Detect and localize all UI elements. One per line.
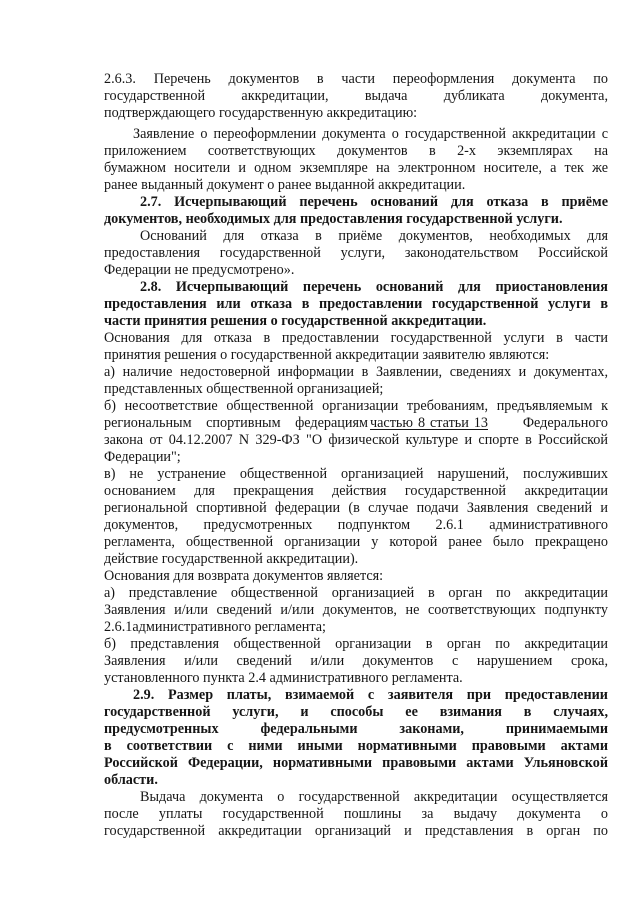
text-line: Оснований для отказа в приёме документов, необходимых для (140, 228, 608, 244)
section-heading: области. (104, 772, 158, 788)
section-heading: 2.7. Исчерпывающий перечень оснований для отказа в приёме (140, 194, 608, 210)
text-fragment: региональным спортивным федерациям (104, 415, 368, 431)
text-line: б) представления общественной организации в орган по аккредитации (104, 636, 608, 652)
text-line: государственной аккредитации, выдача дубликата документа, (104, 88, 608, 104)
text-line: ранее выданный документ о ранее выданной аккредитации. (104, 177, 466, 193)
text-line: 2.6.1административного регламента; (104, 619, 326, 635)
text-line: а) представление общественной организацией в орган по аккредитации (104, 585, 608, 601)
text-line: 2.6.3. Перечень документов в части переоформления документа по (104, 71, 608, 87)
section-heading: 2.9. Размер платы, взимаемой с заявителя при предоставлении (133, 687, 608, 703)
section-heading: Российской Федерации, нормативными правовыми актами Ульяновской (104, 755, 608, 771)
text-line: Основания для отказа в предоставлении государственной услуги в части (104, 330, 608, 346)
section-heading: государственной услуги, и способы ее взимания в случаях, (104, 704, 608, 720)
text-line: Заявление о переоформлении документа о государственной аккредитации с (133, 126, 608, 142)
section-heading: в соответствии с ними иными нормативными правовыми актами (104, 738, 608, 754)
text-line: документов, предусмотренных подпунктом 2.6.1 административного (104, 517, 608, 533)
text-line: действие государственной аккредитации). (104, 551, 359, 567)
text-line: в) не устранение общественной организацией нарушений, послуживших (104, 466, 608, 482)
section-heading: документов, необходимых для предоставления государственной услуги. (104, 211, 563, 227)
text-line: бумажном носители и одном экземпляре на электронном носителе, а тек же (104, 160, 608, 176)
text-line: государственной аккредитации организаций и представления в орган по (104, 823, 608, 839)
text-line: установленного пункта 2.4 административного регламента. (104, 670, 463, 686)
law-reference-link[interactable]: частью 8 статьи 13 (370, 415, 488, 431)
text-line: Основания для возврата документов является: (104, 568, 384, 584)
section-heading: предоставления или отказа в предоставлении государственной услуги в (104, 296, 608, 312)
text-line: Заявления и/или сведений и/или документов с нарушением срока, (104, 653, 608, 669)
text-line: Выдача документа о государственной аккредитации осуществляется (140, 789, 608, 805)
text-line (104, 415, 368, 432)
text-line: принятия решения о государственной аккредитации заявителю являются: (104, 347, 550, 363)
text-line: регламента, общественной организации у которой ранее было прекращено (104, 534, 608, 550)
text-line: предоставления государственной услуги, законодательством Российской (104, 245, 608, 261)
text-fragment: Федерального (522, 415, 608, 431)
text-line: представленных общественной организацией; (104, 381, 384, 397)
section-heading: части принятия решения о государственной аккредитации. (104, 313, 487, 329)
text-line: Заявления и/или сведений и/или документов, не соответствующих подпункту (104, 602, 608, 618)
text-line: приложением соответствующих документов в 2-х экземплярах на (104, 143, 608, 159)
text-line: после уплаты государственной пошлины за выдачу документа о (104, 806, 608, 822)
section-heading: предусмотренных федеральными законами, принимаемыми (104, 721, 608, 737)
text-line: Федерации не предусмотрено». (104, 262, 295, 278)
text-line: региональной спортивной федерации (в случае подачи Заявления сведений и (104, 500, 608, 516)
section-heading: 2.8. Исчерпывающий перечень оснований для приостановления (140, 279, 608, 295)
text-line: основанием для прекращения действия государственной аккредитации (104, 483, 608, 499)
text-line: Федерации"; (104, 449, 181, 465)
text-line: а) наличие недостоверной информации в Заявлении, сведениях и документах, (104, 364, 608, 380)
text-line: подтверждающего государственную аккредитацию: (104, 105, 418, 121)
text-line: закона от 04.12.2007 N 329-ФЗ "О физической культуре и спорте в Российской (104, 432, 608, 448)
text-line: б) несоответствие общественной организации требованиям, предъявляемым к (104, 398, 608, 414)
